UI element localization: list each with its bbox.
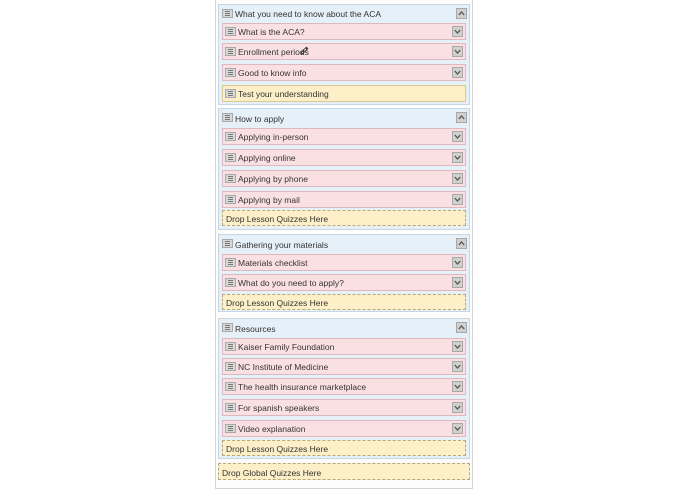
lesson-title: What is the ACA? bbox=[238, 27, 305, 37]
lesson-item[interactable] bbox=[222, 191, 466, 208]
section-header[interactable] bbox=[219, 235, 469, 252]
lesson-title: Applying in-person bbox=[238, 132, 309, 142]
lesson-title: What do you need to apply? bbox=[238, 278, 344, 288]
section-how-to-apply bbox=[218, 108, 470, 230]
dropzone-label: Drop Lesson Quizzes Here bbox=[226, 214, 329, 224]
drag-handle-icon[interactable] bbox=[222, 323, 233, 332]
lesson-title: Video explanation bbox=[238, 424, 306, 434]
dropzone-label: Drop Global Quizzes Here bbox=[222, 468, 322, 478]
drag-handle-icon[interactable] bbox=[225, 132, 236, 141]
section-header[interactable] bbox=[219, 109, 469, 126]
chevron-down-icon[interactable] bbox=[452, 194, 463, 205]
drag-handle-icon[interactable] bbox=[225, 195, 236, 204]
drag-handle-icon[interactable] bbox=[225, 258, 236, 267]
chevron-down-icon[interactable] bbox=[452, 257, 463, 268]
drag-handle-icon[interactable] bbox=[222, 9, 233, 18]
lesson-item[interactable] bbox=[222, 358, 466, 375]
chevron-down-icon[interactable] bbox=[452, 173, 463, 184]
lesson-item[interactable] bbox=[222, 43, 466, 60]
chevron-down-icon[interactable] bbox=[452, 46, 463, 57]
lesson-item[interactable] bbox=[222, 170, 466, 187]
chevron-up-icon[interactable] bbox=[456, 322, 467, 333]
chevron-down-icon[interactable] bbox=[452, 381, 463, 392]
lesson-title: Enrollment periods bbox=[238, 47, 309, 57]
chevron-down-icon[interactable] bbox=[452, 152, 463, 163]
drag-handle-icon[interactable] bbox=[222, 113, 233, 122]
lesson-quiz-dropzone[interactable] bbox=[222, 294, 466, 310]
quiz-title: Test your understanding bbox=[238, 89, 329, 99]
drag-handle-icon[interactable] bbox=[225, 342, 236, 351]
section-aca bbox=[218, 4, 470, 105]
lesson-item[interactable] bbox=[222, 64, 466, 81]
drag-handle-icon[interactable] bbox=[225, 68, 236, 77]
chevron-down-icon[interactable] bbox=[452, 402, 463, 413]
drag-handle-icon[interactable] bbox=[225, 89, 236, 98]
chevron-up-icon[interactable] bbox=[456, 8, 467, 19]
lesson-title: Good to know info bbox=[238, 68, 307, 78]
lesson-title: NC Institute of Medicine bbox=[238, 362, 329, 372]
lesson-item[interactable] bbox=[222, 378, 466, 395]
lesson-item[interactable] bbox=[222, 420, 466, 437]
lesson-item[interactable] bbox=[222, 149, 466, 166]
lesson-title: Materials checklist bbox=[238, 258, 308, 268]
lesson-title: Applying by mail bbox=[238, 195, 300, 205]
drag-handle-icon[interactable] bbox=[225, 362, 236, 371]
section-title: Resources bbox=[235, 324, 276, 334]
chevron-down-icon[interactable] bbox=[452, 341, 463, 352]
chevron-down-icon[interactable] bbox=[452, 277, 463, 288]
drag-handle-icon[interactable] bbox=[225, 153, 236, 162]
lesson-quiz-dropzone[interactable] bbox=[222, 210, 466, 226]
drag-handle-icon[interactable] bbox=[225, 403, 236, 412]
pencil-icon[interactable] bbox=[300, 46, 309, 57]
section-resources bbox=[218, 318, 470, 459]
drag-handle-icon[interactable] bbox=[225, 382, 236, 391]
section-gathering-materials bbox=[218, 234, 470, 312]
global-quiz-dropzone[interactable] bbox=[218, 463, 470, 480]
section-title: How to apply bbox=[235, 114, 285, 124]
lesson-title: For spanish speakers bbox=[238, 403, 320, 413]
lesson-title: Applying online bbox=[238, 153, 296, 163]
drag-handle-icon[interactable] bbox=[225, 424, 236, 433]
dropzone-label: Drop Lesson Quizzes Here bbox=[226, 298, 329, 308]
chevron-up-icon[interactable] bbox=[456, 112, 467, 123]
drag-handle-icon[interactable] bbox=[225, 174, 236, 183]
section-title: Gathering your materials bbox=[235, 240, 329, 250]
quiz-item[interactable] bbox=[222, 85, 466, 102]
chevron-down-icon[interactable] bbox=[452, 361, 463, 372]
lesson-item[interactable] bbox=[222, 274, 466, 291]
section-header[interactable] bbox=[219, 5, 469, 22]
lesson-title: Applying by phone bbox=[238, 174, 308, 184]
lesson-title: Kaiser Family Foundation bbox=[238, 342, 335, 352]
drag-handle-icon[interactable] bbox=[225, 47, 236, 56]
section-title: What you need to know about the ACA bbox=[235, 9, 382, 19]
lesson-quiz-dropzone[interactable] bbox=[222, 440, 466, 456]
chevron-down-icon[interactable] bbox=[452, 131, 463, 142]
chevron-down-icon[interactable] bbox=[452, 26, 463, 37]
drag-handle-icon[interactable] bbox=[222, 239, 233, 248]
section-header[interactable] bbox=[219, 319, 469, 336]
lesson-item[interactable] bbox=[222, 338, 466, 355]
chevron-up-icon[interactable] bbox=[456, 238, 467, 249]
chevron-down-icon[interactable] bbox=[452, 67, 463, 78]
dropzone-label: Drop Lesson Quizzes Here bbox=[226, 444, 329, 454]
lesson-title: The health insurance marketplace bbox=[238, 382, 367, 392]
lesson-item[interactable] bbox=[222, 23, 466, 40]
lesson-item[interactable] bbox=[222, 254, 466, 271]
drag-handle-icon[interactable] bbox=[225, 278, 236, 287]
lesson-item[interactable] bbox=[222, 128, 466, 145]
chevron-down-icon[interactable] bbox=[452, 423, 463, 434]
lesson-item[interactable] bbox=[222, 399, 466, 416]
drag-handle-icon[interactable] bbox=[225, 27, 236, 36]
